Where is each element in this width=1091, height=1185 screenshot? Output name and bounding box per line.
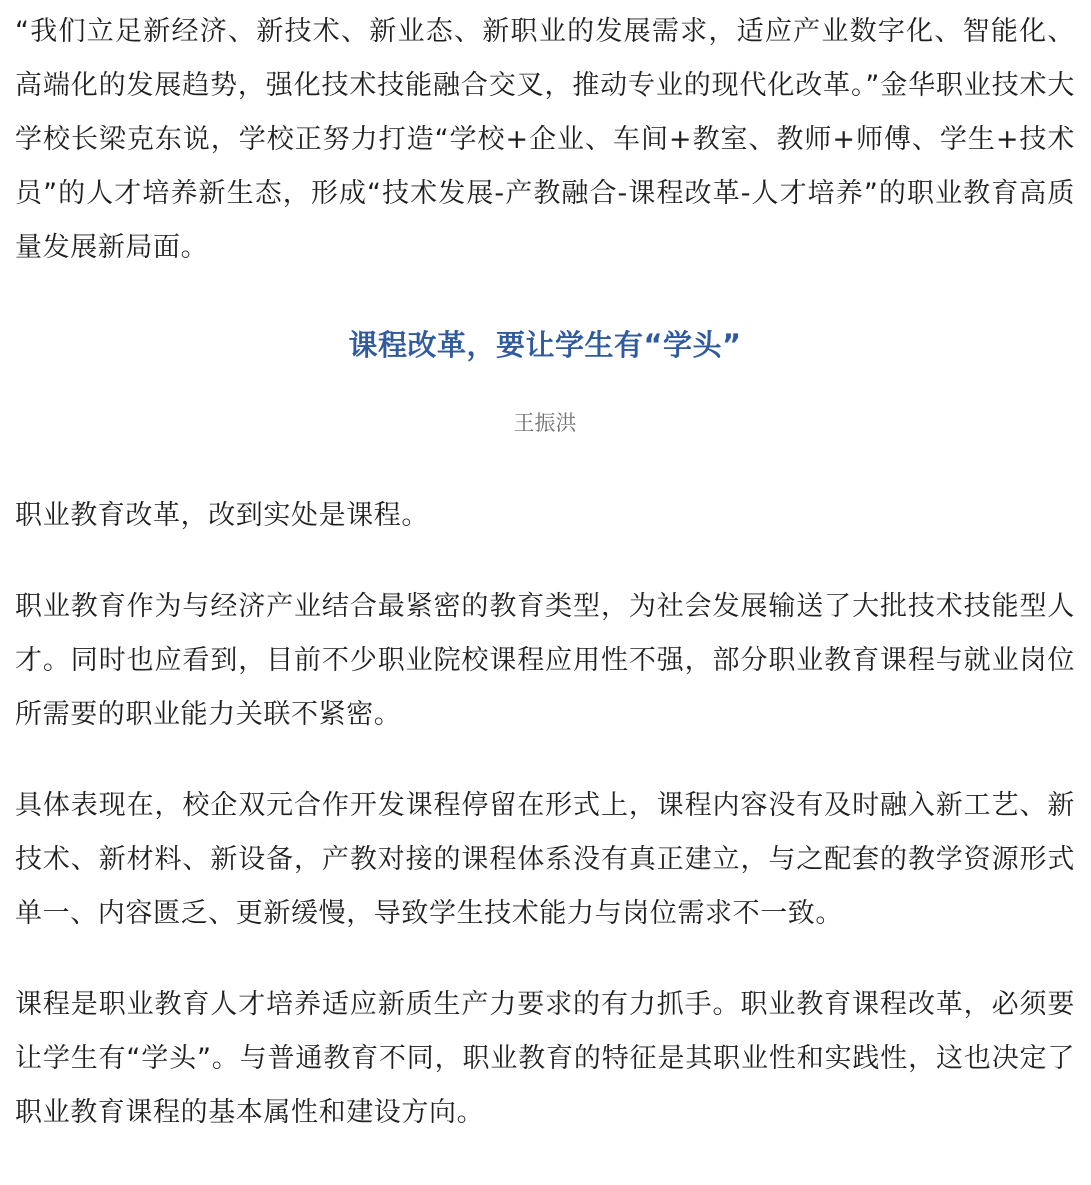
paragraph-2: 职业教育作为与经济产业结合最紧密的教育类型，为社会发展输送了大批技术技能型人才。同时也应看到，目前不少职业院校课程应用性不强，部分职业教育课程与就业岗位所需要的职业能力关联不紧密。: [15, 591, 1075, 730]
paragraph-3: 具体表现在，校企双元合作开发课程停留在形式上，课程内容没有及时融入新工艺、新技术、新材料、新设备，产教对接的课程体系没有真正建立，与之配套的教学资源形式单一、内容匮乏、更新缓慢，导致学生技术能力与岗位需求不一致。: [15, 790, 1075, 929]
paragraph-1: 职业教育改革，改到实处是课程。: [15, 500, 429, 531]
paragraph-4: 课程是职业教育人才培养适应新质生产力要求的有力抓手。职业教育课程改革，必须要让学生有“学头”。与普通教育不同，职业教育的特征是其职业性和实践性，这也决定了职业教育课程的基本属性和建设方向。: [15, 989, 1075, 1128]
intro-paragraph: “我们立足新经济、新技术、新业态、新职业的发展需求，适应产业数字化、智能化、高端化的发展趋势，强化技术技能融合交叉，推动专业的现代化改革。”金华职业技术大学校长梁克东说，学校正努力打造“学校+企业、车间+教室、教师+师傅、学生+技术员”的人才培养新生态，形成“技术发展-产教融合-课程改革-人才培养”的职业教育高质量发展新局面。: [15, 16, 1075, 263]
section-title: 课程改革，要让学生有“学头”: [348, 328, 742, 362]
author-byline: 王振洪: [513, 411, 577, 435]
